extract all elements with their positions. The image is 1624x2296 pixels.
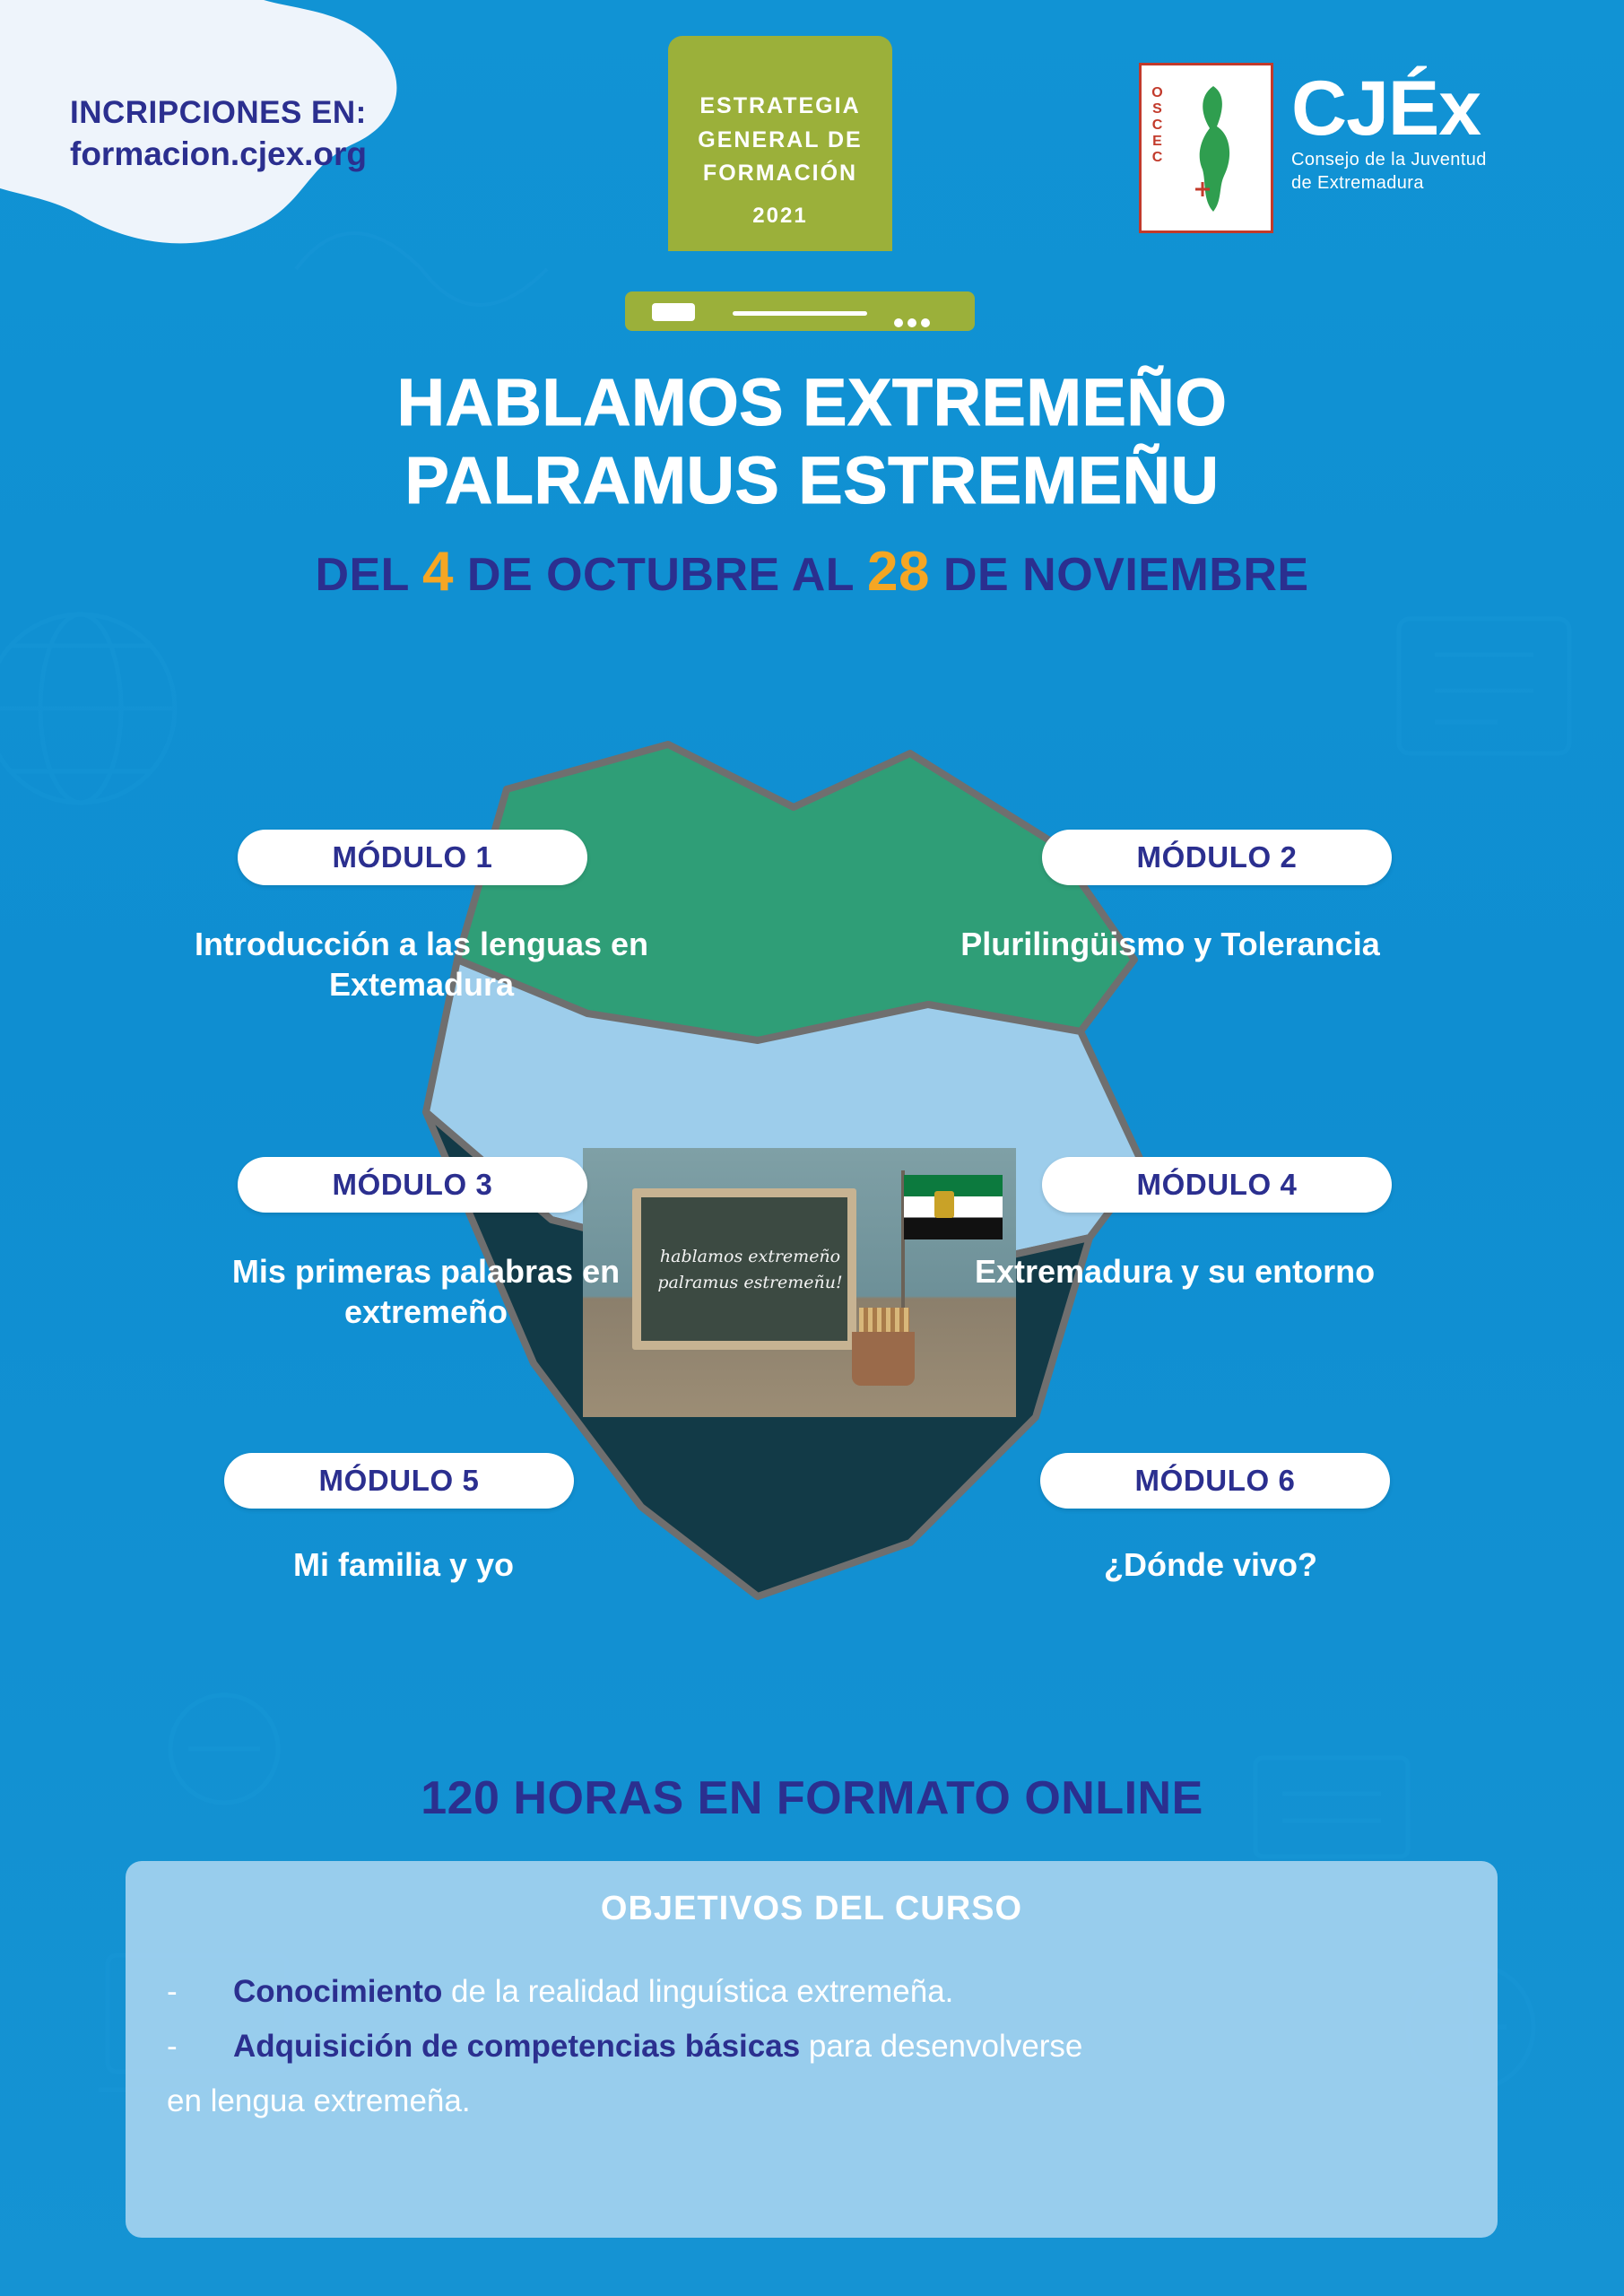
date-mid: DE OCTUBRE AL [466, 548, 855, 601]
course-hours: 120 HORAS EN FORMATO ONLINE [421, 1772, 1203, 1824]
strategy-dots [894, 318, 930, 327]
date-suffix: DE NOVIEMBRE [942, 548, 1309, 601]
oscec-map-icon [1186, 82, 1249, 216]
inscription-block [70, 94, 447, 174]
chalk-line-2: palramus estremeñu! [657, 1272, 843, 1292]
date-day-end: 28 [867, 540, 930, 603]
strategy-line-mark [733, 311, 867, 316]
oscec-logo-text: OSCEC [1150, 85, 1165, 166]
strategy-line3: FORMACIÓN [702, 161, 858, 186]
module-4-pill[interactable]: MÓDULO 4 [1042, 1157, 1392, 1213]
oscec-logo [1139, 63, 1273, 233]
page-title-line2: PALRAMUS ESTREMEÑU [404, 443, 1220, 518]
module-1-pill[interactable]: MÓDULO 1 [238, 830, 587, 885]
module-4-text: Extremadura y su entorno [974, 1253, 1376, 1290]
module-3-pill[interactable]: MÓDULO 3 [238, 1157, 587, 1213]
strategy-line2: GENERAL DE [698, 126, 863, 152]
chalk-line-1: hablamos extremeño [659, 1247, 841, 1266]
page-title-line1: HABLAMOS EXTREMEÑO [396, 365, 1228, 439]
objective-1-rest: de la realidad linguística extremeña. [442, 1974, 954, 2009]
module-3-text: Mis primeras palabras en extremeño [231, 1253, 621, 1330]
strategy-dash-mark [652, 303, 695, 321]
cjex-subtitle-2: de Extremadura [1291, 173, 1424, 193]
strategy-card [668, 36, 892, 251]
objective-1-marker: - [167, 1974, 178, 2009]
strategy-badge [625, 36, 930, 305]
objective-item-1 [167, 1970, 1456, 2015]
date-day-start: 4 [421, 540, 454, 603]
objectives-title: OBJETIVOS DEL CURSO [600, 1890, 1023, 1927]
date-prefix: DEL [315, 548, 409, 601]
strategy-line1: ESTRATEGIA [699, 93, 861, 118]
objective-item-2 [167, 2024, 1456, 2070]
cjex-acronym: CJÉx [1291, 65, 1481, 152]
module-6-text: ¿Dónde vivo? [1103, 1546, 1317, 1583]
inscription-label: INCRIPCIONES EN: [70, 95, 367, 130]
module-5-pill[interactable]: MÓDULO 5 [224, 1453, 574, 1509]
module-2-text: Plurilingüismo y Tolerancia [960, 926, 1380, 962]
cjex-logo [1291, 65, 1560, 194]
objectives-panel [126, 1861, 1498, 2238]
module-2-pill[interactable]: MÓDULO 2 [1042, 830, 1392, 885]
pencil-pot [852, 1332, 915, 1386]
module-1-text: Introducción a las lenguas en Extemadura [194, 926, 649, 1003]
strategy-year: 2021 [752, 203, 808, 228]
objective-2-strong: Adquisición de competencias básicas [233, 2028, 801, 2064]
course-dates [0, 540, 1624, 604]
cjex-subtitle-1: Consejo de la Juventud [1291, 150, 1487, 170]
objective-2-marker: - [167, 2028, 178, 2064]
title-block [0, 363, 1624, 604]
objective-2-rest: para desenvolverse [800, 2028, 1083, 2064]
objective-1-strong: Conocimiento [233, 1974, 443, 2009]
flag-crest-icon [934, 1191, 954, 1218]
inscription-url[interactable]: formacion.cjex.org [70, 135, 368, 173]
module-6-pill[interactable]: MÓDULO 6 [1040, 1453, 1390, 1509]
objective-item-2-continuation: en lengua extremeña. [167, 2083, 471, 2118]
module-5-text: Mi familia y yo [292, 1546, 515, 1583]
